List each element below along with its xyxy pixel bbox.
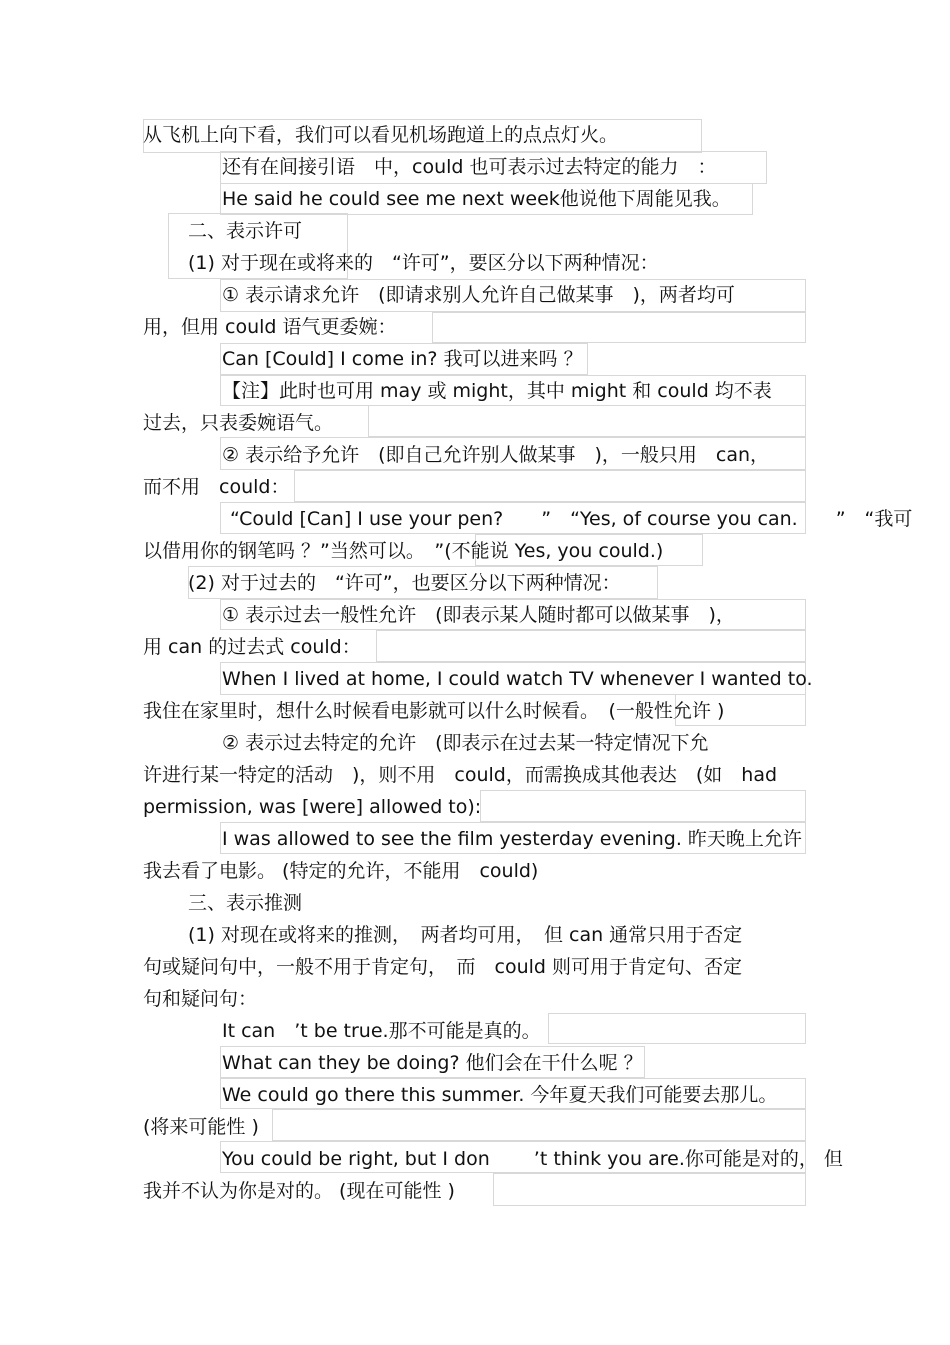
subsection-heading: (1) 对于现在或将来的 “许可”，要区分以下两种情况： bbox=[188, 252, 659, 274]
text-box-outline bbox=[548, 1013, 806, 1044]
example-sentence: I was allowed to see the film yesterday evening. 昨天晚上允许 bbox=[222, 828, 802, 850]
text-line: ② 表示过去特定的允许 (即表示在过去某一特定情况下允 bbox=[222, 732, 709, 754]
text-line: ① 表示过去一般性允许 (即表示某人随时都可以做某事 )， bbox=[222, 604, 735, 626]
text-line: 许进行某一特定的活动 )，则不用 could，而需换成其他表达 (如 had bbox=[143, 764, 778, 786]
note-line: 【注】此时也可用 may 或 might，其中 might 和 could 均不表 bbox=[222, 380, 772, 402]
text-line: 过去，只表委婉语气。 bbox=[143, 412, 334, 434]
text-box-outline bbox=[432, 312, 806, 343]
text-line: 句或疑问句中，一般不用于肯定句， 而 could 则可用于肯定句、否定 bbox=[143, 956, 742, 978]
example-sentence: “Could [Can] I use your pen? ” “Yes, of course you can. ” “我可 bbox=[230, 508, 913, 530]
example-sentence: When I lived at home, I could watch TV whenever I wanted to. bbox=[222, 668, 813, 690]
text-line: permission, was [were] allowed to): bbox=[143, 796, 482, 818]
section-heading: 二、表示许可 bbox=[188, 220, 303, 242]
example-sentence: What can they be doing? 他们会在干什么呢 ？ bbox=[222, 1052, 643, 1074]
text-line: (将来可能性 ) bbox=[143, 1116, 259, 1138]
text-line: 我并不认为你是对的。 (现在可能性 ) bbox=[143, 1180, 455, 1202]
text-line: He said he could see me next week他说他下周能见我。 bbox=[222, 188, 731, 210]
subsection-heading: (1) 对现在或将来的推测， 两者均可用， 但 can 通常只用于否定 bbox=[188, 924, 743, 946]
text-line: 以借用你的钢笔吗 ？”当然可以。 ”(不能说 Yes, you could.) bbox=[143, 540, 664, 562]
text-box-outline bbox=[480, 790, 806, 822]
text-line: 我去看了电影。 (特定的允许，不能用 could) bbox=[143, 860, 539, 882]
example-sentence: We could go there this summer. 今年夏天我们可能要去那儿。 bbox=[222, 1084, 778, 1106]
text-line: 从飞机上向下看，我们可以看见机场跑道上的点点灯火。 bbox=[143, 124, 619, 146]
section-heading: 三、表示推测 bbox=[188, 892, 303, 914]
text-line: 句和疑问句： bbox=[143, 988, 258, 1010]
text-box-outline bbox=[272, 1109, 806, 1141]
text-line: 我住在家里时，想什么时候看电影就可以什么时候看。 (一般性允许 ) bbox=[143, 700, 725, 722]
text-line: ② 表示给予允许 (即自己允许别人做某事 )，一般只用 can， bbox=[222, 444, 770, 466]
example-sentence: It can ’t be true.那不可能是真的。 bbox=[222, 1020, 541, 1042]
text-box-outline bbox=[368, 405, 806, 437]
text-box-outline bbox=[376, 630, 806, 662]
text-line: ① 表示请求允许 (即请求别人允许自己做某事 )，两者均可 bbox=[222, 284, 735, 306]
text-line: 用，但用 could 语气更委婉： bbox=[143, 316, 397, 338]
text-box-outline bbox=[493, 1173, 806, 1206]
text-line: 而不用 could： bbox=[143, 476, 290, 498]
example-sentence: You could be right, but I don ’t think you are.你可能是对的， 但 bbox=[222, 1148, 843, 1170]
text-line: 用 can 的过去式 could： bbox=[143, 636, 361, 658]
text-line: 还有在间接引语 中，could 也可表示过去特定的能力 ： bbox=[222, 156, 717, 178]
text-box-outline bbox=[294, 470, 806, 502]
example-sentence: Can [Could] I come in? 我可以进来吗 ？ bbox=[222, 348, 583, 370]
subsection-heading: (2) 对于过去的 “许可”，也要区分以下两种情况： bbox=[188, 572, 621, 594]
